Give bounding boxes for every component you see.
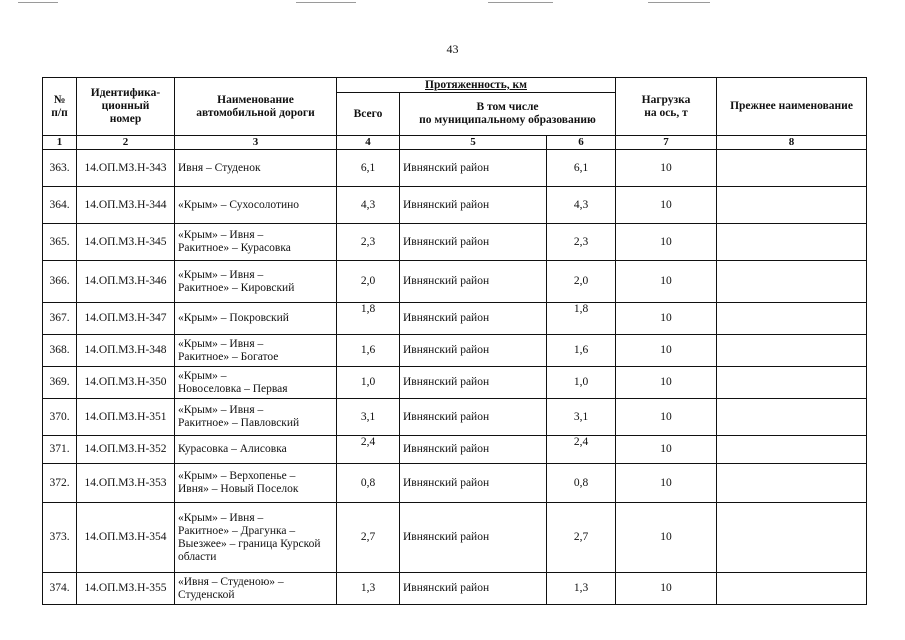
row-number: 368. xyxy=(43,335,77,367)
district-name: Ивнянский район xyxy=(400,187,547,224)
former-name xyxy=(717,150,867,187)
table-row xyxy=(43,367,867,399)
road-id: 14.ОП.МЗ.Н-351 xyxy=(77,399,175,436)
table-row xyxy=(43,503,867,573)
district-name: Ивнянский район xyxy=(400,335,547,367)
road-name: «Крым» – Ивня – Ракитное» – Кировский xyxy=(175,261,337,303)
header-ident: Идентифика- ционный номер xyxy=(77,78,175,136)
header-total: Всего xyxy=(337,93,400,136)
column-number: 8 xyxy=(717,136,867,150)
row-number: 366. xyxy=(43,261,77,303)
header-num: № п/п xyxy=(43,78,77,136)
road-name: «Крым» – Покровский xyxy=(175,303,337,335)
road-name: «Крым» – Ивня – Ракитное» – Богатое xyxy=(175,335,337,367)
district-name: Ивнянский район xyxy=(400,436,547,464)
road-name: Ивня – Студенок xyxy=(175,150,337,187)
table-row xyxy=(43,261,867,303)
former-name xyxy=(717,335,867,367)
district-name: Ивнянский район xyxy=(400,573,547,605)
column-number: 7 xyxy=(616,136,717,150)
table-row xyxy=(43,224,867,261)
former-name xyxy=(717,187,867,224)
row-number: 373. xyxy=(43,503,77,573)
column-number: 2 xyxy=(77,136,175,150)
district-length: 4,3 xyxy=(547,187,616,224)
district-name: Ивнянский район xyxy=(400,367,547,399)
former-name xyxy=(717,367,867,399)
district-length: 3,1 xyxy=(547,399,616,436)
road-id: 14.ОП.МЗ.Н-347 xyxy=(77,303,175,335)
road-id: 14.ОП.МЗ.Н-343 xyxy=(77,150,175,187)
scan-edge-line xyxy=(18,2,58,3)
district-length: 2,0 xyxy=(547,261,616,303)
header-name: Наименование автомобильной дороги xyxy=(175,78,337,136)
total-length: 1,6 xyxy=(337,335,400,367)
column-number: 5 xyxy=(400,136,547,150)
scan-edge-line xyxy=(296,2,356,3)
header-including: В том числе по муниципальному образованию xyxy=(400,93,616,136)
table-row xyxy=(43,399,867,436)
former-name xyxy=(717,224,867,261)
header-former: Прежнее наименование xyxy=(717,78,867,136)
axle-load: 10 xyxy=(616,367,717,399)
roads-table xyxy=(42,77,867,605)
table-row xyxy=(43,150,867,187)
road-name: «Крым» – Верхопенье – Ивня» – Новый Поселок xyxy=(175,464,337,503)
district-length: 1,3 xyxy=(547,573,616,605)
district-length: 2,4 xyxy=(547,436,616,464)
road-name: Курасовка – Алисовка xyxy=(175,436,337,464)
total-length: 2,7 xyxy=(337,503,400,573)
total-length: 1,8 xyxy=(337,303,400,335)
district-length: 1,0 xyxy=(547,367,616,399)
road-name: «Крым» – Ивня – Ракитное» – Павловский xyxy=(175,399,337,436)
table-row xyxy=(43,335,867,367)
table-row xyxy=(43,187,867,224)
road-id: 14.ОП.МЗ.Н-350 xyxy=(77,367,175,399)
district-name: Ивнянский район xyxy=(400,303,547,335)
total-length: 2,3 xyxy=(337,224,400,261)
former-name xyxy=(717,261,867,303)
district-length: 2,7 xyxy=(547,503,616,573)
total-length: 2,0 xyxy=(337,261,400,303)
column-number: 6 xyxy=(547,136,616,150)
district-length: 0,8 xyxy=(547,464,616,503)
axle-load: 10 xyxy=(616,503,717,573)
axle-load: 10 xyxy=(616,436,717,464)
page-number: 43 xyxy=(446,42,459,56)
row-number: 365. xyxy=(43,224,77,261)
road-id: 14.ОП.МЗ.Н-345 xyxy=(77,224,175,261)
column-number: 1 xyxy=(43,136,77,150)
district-length: 6,1 xyxy=(547,150,616,187)
axle-load: 10 xyxy=(616,150,717,187)
row-number: 363. xyxy=(43,150,77,187)
table-row xyxy=(43,464,867,503)
column-number-row xyxy=(43,136,867,150)
former-name xyxy=(717,399,867,436)
road-id: 14.ОП.МЗ.Н-355 xyxy=(77,573,175,605)
road-name: «Крым» – Ивня – Ракитное» – Драгунка – Выезжее» – граница Курской области xyxy=(175,503,337,573)
axle-load: 10 xyxy=(616,399,717,436)
road-id: 14.ОП.МЗ.Н-344 xyxy=(77,187,175,224)
district-length: 1,6 xyxy=(547,335,616,367)
axle-load: 10 xyxy=(616,261,717,303)
axle-load: 10 xyxy=(616,303,717,335)
former-name xyxy=(717,464,867,503)
former-name xyxy=(717,436,867,464)
district-name: Ивнянский район xyxy=(400,261,547,303)
former-name xyxy=(717,573,867,605)
district-length: 2,3 xyxy=(547,224,616,261)
row-number: 364. xyxy=(43,187,77,224)
row-number: 370. xyxy=(43,399,77,436)
table-row xyxy=(43,303,867,335)
row-number: 374. xyxy=(43,573,77,605)
road-name: «Крым» – Ивня – Ракитное» – Курасовка xyxy=(175,224,337,261)
scan-edge-line xyxy=(488,2,553,3)
axle-load: 10 xyxy=(616,224,717,261)
road-id: 14.ОП.МЗ.Н-348 xyxy=(77,335,175,367)
axle-load: 10 xyxy=(616,335,717,367)
total-length: 1,0 xyxy=(337,367,400,399)
road-id: 14.ОП.МЗ.Н-352 xyxy=(77,436,175,464)
total-length: 3,1 xyxy=(337,399,400,436)
total-length: 2,4 xyxy=(337,436,400,464)
row-number: 371. xyxy=(43,436,77,464)
former-name xyxy=(717,303,867,335)
former-name xyxy=(717,503,867,573)
road-id: 14.ОП.МЗ.Н-354 xyxy=(77,503,175,573)
road-name: «Крым» – Новоселовка – Первая xyxy=(175,367,337,399)
road-name: «Ивня – Студеною» – Студенской xyxy=(175,573,337,605)
header-load: Нагрузка на ось, т xyxy=(616,78,717,136)
district-name: Ивнянский район xyxy=(400,399,547,436)
district-name: Ивнянский район xyxy=(400,503,547,573)
district-name: Ивнянский район xyxy=(400,464,547,503)
district-length: 1,8 xyxy=(547,303,616,335)
road-id: 14.ОП.МЗ.Н-346 xyxy=(77,261,175,303)
total-length: 1,3 xyxy=(337,573,400,605)
axle-load: 10 xyxy=(616,187,717,224)
column-number: 4 xyxy=(337,136,400,150)
header-extent: Протяженность, км xyxy=(337,78,616,93)
row-number: 372. xyxy=(43,464,77,503)
row-number: 367. xyxy=(43,303,77,335)
axle-load: 10 xyxy=(616,573,717,605)
total-length: 4,3 xyxy=(337,187,400,224)
column-number: 3 xyxy=(175,136,337,150)
road-name: «Крым» – Сухосолотино xyxy=(175,187,337,224)
table-row xyxy=(43,436,867,464)
row-number: 369. xyxy=(43,367,77,399)
scan-edge-line xyxy=(648,2,710,3)
district-name: Ивнянский район xyxy=(400,150,547,187)
total-length: 0,8 xyxy=(337,464,400,503)
road-id: 14.ОП.МЗ.Н-353 xyxy=(77,464,175,503)
total-length: 6,1 xyxy=(337,150,400,187)
table-row xyxy=(43,573,867,605)
district-name: Ивнянский район xyxy=(400,224,547,261)
axle-load: 10 xyxy=(616,464,717,503)
